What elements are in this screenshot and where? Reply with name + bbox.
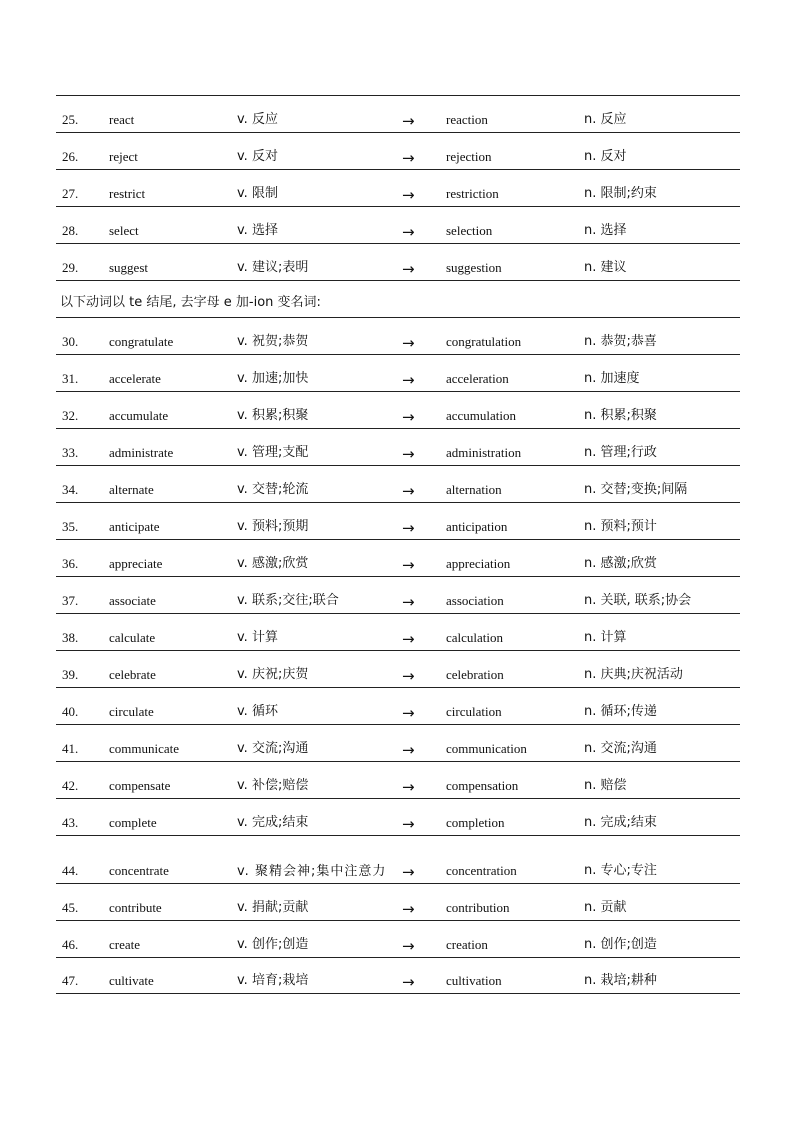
table-row — [56, 613, 740, 650]
verb-definition: v. 反应 — [237, 112, 278, 127]
noun: congratulation — [446, 334, 522, 349]
noun: association — [446, 593, 504, 608]
entry-number: 38. — [62, 630, 79, 645]
table-row — [56, 243, 740, 280]
table-row — [56, 169, 740, 206]
noun: compensation — [446, 778, 519, 793]
verb: accumulate — [109, 408, 169, 423]
table-row — [56, 957, 740, 994]
entry-number: 34. — [62, 482, 79, 497]
verb: appreciate — [109, 556, 163, 571]
right-arrow-icon: → — [402, 704, 415, 722]
verb-definition: v. 反对 — [237, 149, 278, 164]
verb-definition: v. 联系;交往;联合 — [237, 593, 339, 608]
noun: acceleration — [446, 371, 509, 386]
noun: creation — [446, 937, 488, 952]
verb: select — [109, 223, 139, 238]
table-row — [56, 428, 740, 465]
right-arrow-icon: → — [402, 223, 415, 241]
right-arrow-icon: → — [402, 593, 415, 611]
entry-number: 30. — [62, 334, 79, 349]
right-arrow-icon: → — [402, 973, 415, 991]
right-arrow-icon: → — [402, 371, 415, 389]
noun: anticipation — [446, 519, 508, 534]
right-arrow-icon: → — [402, 186, 415, 204]
noun: calculation — [446, 630, 504, 645]
noun-definition: n. 感激;欣赏 — [584, 556, 657, 571]
noun-definition: n. 创作;创造 — [584, 937, 657, 952]
noun-definition: n. 反对 — [584, 149, 627, 164]
table-row — [56, 354, 740, 391]
right-arrow-icon: → — [402, 556, 415, 574]
table-row — [56, 650, 740, 687]
right-arrow-icon: → — [402, 863, 415, 881]
noun-definition: n. 积累;积聚 — [584, 408, 657, 423]
table-row — [56, 576, 740, 613]
noun-definition: n. 庆典;庆祝活动 — [584, 667, 683, 682]
table-row — [56, 391, 740, 428]
noun-definition: n. 限制;约束 — [584, 186, 657, 201]
noun: cultivation — [446, 973, 502, 988]
verb: associate — [109, 593, 156, 608]
noun-definition: n. 完成;结束 — [584, 815, 657, 830]
verb: compensate — [109, 778, 171, 793]
verb: anticipate — [109, 519, 160, 534]
noun-definition: n. 预料;预计 — [584, 519, 657, 534]
verb: complete — [109, 815, 157, 830]
noun-definition: n. 加速度 — [584, 371, 640, 386]
right-arrow-icon: → — [402, 667, 415, 685]
vocabulary-table — [56, 95, 740, 994]
noun-definition: n. 专心;专注 — [584, 863, 657, 878]
verb-definition: v. 庆祝;庆贺 — [237, 667, 309, 682]
right-arrow-icon: → — [402, 519, 415, 537]
table-row — [56, 687, 740, 724]
noun-definition: n. 反应 — [584, 112, 627, 127]
verb-definition: v. 补偿;赔偿 — [237, 778, 309, 793]
noun: reaction — [446, 112, 488, 127]
noun: selection — [446, 223, 493, 238]
right-arrow-icon: → — [402, 482, 415, 500]
noun-definition: n. 关联, 联系;协会 — [584, 593, 692, 608]
verb: restrict — [109, 186, 146, 201]
noun-definition: n. 交替;变换;间隔 — [584, 482, 688, 497]
verb-definition: v. 培育;栽培 — [237, 973, 309, 988]
right-arrow-icon: → — [402, 937, 415, 955]
noun: celebration — [446, 667, 504, 682]
verb-definition: v. 选择 — [237, 223, 278, 238]
table-row — [56, 502, 740, 539]
noun: concentration — [446, 863, 517, 878]
verb-definition: v. 祝贺;恭贺 — [237, 334, 309, 349]
entry-number: 26. — [62, 149, 79, 164]
verb-definition: v. 聚精会神;集中注意力 — [237, 864, 387, 879]
entry-number: 29. — [62, 260, 79, 275]
noun: completion — [446, 815, 505, 830]
right-arrow-icon: → — [402, 815, 415, 833]
entry-number: 43. — [62, 815, 79, 830]
verb-definition: v. 计算 — [237, 630, 278, 645]
verb-definition: v. 建议;表明 — [237, 260, 309, 275]
noun: contribution — [446, 900, 510, 915]
verb: celebrate — [109, 667, 156, 682]
noun-definition: n. 恭贺;恭喜 — [584, 334, 657, 349]
noun: alternation — [446, 482, 502, 497]
noun: administration — [446, 445, 522, 460]
entry-number: 39. — [62, 667, 79, 682]
table-row — [56, 95, 740, 132]
table-row — [56, 317, 740, 354]
noun-definition: n. 计算 — [584, 630, 627, 645]
verb-definition: v. 捐献;贡献 — [237, 900, 309, 915]
section-note-text: 以下动词以 te 结尾, 去字母 e 加-ion 变名词: — [60, 295, 321, 310]
noun: accumulation — [446, 408, 517, 423]
noun-definition: n. 管理;行政 — [584, 445, 657, 460]
entry-number: 44. — [62, 863, 79, 878]
entry-number: 33. — [62, 445, 79, 460]
right-arrow-icon: → — [402, 260, 415, 278]
noun-definition: n. 赔偿 — [584, 778, 627, 793]
verb-definition: v. 限制 — [237, 186, 278, 201]
entry-number: 37. — [62, 593, 79, 608]
entry-number: 47. — [62, 973, 79, 988]
verb: administrate — [109, 445, 174, 460]
noun-definition: n. 交流;沟通 — [584, 741, 657, 756]
right-arrow-icon: → — [402, 149, 415, 167]
entry-number: 28. — [62, 223, 79, 238]
verb-definition: v. 交流;沟通 — [237, 741, 309, 756]
verb: reject — [109, 149, 138, 164]
table-row — [56, 724, 740, 761]
verb: react — [109, 112, 135, 127]
noun: rejection — [446, 149, 492, 164]
verb: alternate — [109, 482, 154, 497]
noun: suggestion — [446, 260, 502, 275]
verb: contribute — [109, 900, 162, 915]
verb-definition: v. 感激;欣赏 — [237, 556, 309, 571]
table-row — [56, 132, 740, 169]
entry-number: 36. — [62, 556, 79, 571]
verb: calculate — [109, 630, 156, 645]
verb: communicate — [109, 741, 180, 756]
noun-definition: n. 建议 — [584, 260, 627, 275]
noun-definition: n. 贡献 — [584, 900, 627, 915]
verb-definition: v. 加速;加快 — [237, 371, 309, 386]
right-arrow-icon: → — [402, 778, 415, 796]
entry-number: 45. — [62, 900, 79, 915]
right-arrow-icon: → — [402, 445, 415, 463]
noun-definition: n. 栽培;耕种 — [584, 973, 657, 988]
verb: suggest — [109, 260, 148, 275]
noun: communication — [446, 741, 527, 756]
table-row — [56, 883, 740, 920]
verb-definition: v. 预料;预期 — [237, 519, 309, 534]
right-arrow-icon: → — [402, 334, 415, 352]
table-row — [56, 835, 740, 883]
table-row — [56, 465, 740, 502]
entry-number: 25. — [62, 112, 79, 127]
noun: appreciation — [446, 556, 511, 571]
right-arrow-icon: → — [402, 741, 415, 759]
table-row — [56, 798, 740, 835]
verb-definition: v. 创作;创造 — [237, 937, 309, 952]
right-arrow-icon: → — [402, 900, 415, 918]
noun-definition: n. 循环;传递 — [584, 704, 657, 719]
right-arrow-icon: → — [402, 112, 415, 130]
verb-definition: v. 积累;积聚 — [237, 408, 309, 423]
right-arrow-icon: → — [402, 630, 415, 648]
verb-definition: v. 交替;轮流 — [237, 482, 309, 497]
verb-definition: v. 循环 — [237, 704, 278, 719]
table-row — [56, 539, 740, 576]
verb: congratulate — [109, 334, 174, 349]
entry-number: 27. — [62, 186, 79, 201]
table-row — [56, 206, 740, 243]
entry-number: 32. — [62, 408, 79, 423]
verb: circulate — [109, 704, 154, 719]
entry-number: 46. — [62, 937, 79, 952]
right-arrow-icon: → — [402, 408, 415, 426]
verb: create — [109, 937, 141, 952]
entry-number: 42. — [62, 778, 79, 793]
table-row — [56, 761, 740, 798]
noun: circulation — [446, 704, 502, 719]
noun-definition: n. 选择 — [584, 223, 627, 238]
noun: restriction — [446, 186, 499, 201]
entry-number: 31. — [62, 371, 79, 386]
verb: accelerate — [109, 371, 161, 386]
verb: cultivate — [109, 973, 154, 988]
entry-number: 41. — [62, 741, 79, 756]
verb-definition: v. 管理;支配 — [237, 445, 309, 460]
verb-definition: v. 完成;结束 — [237, 815, 309, 830]
verb: concentrate — [109, 863, 169, 878]
section-note — [56, 280, 740, 317]
entry-number: 35. — [62, 519, 79, 534]
table-row — [56, 920, 740, 957]
entry-number: 40. — [62, 704, 79, 719]
